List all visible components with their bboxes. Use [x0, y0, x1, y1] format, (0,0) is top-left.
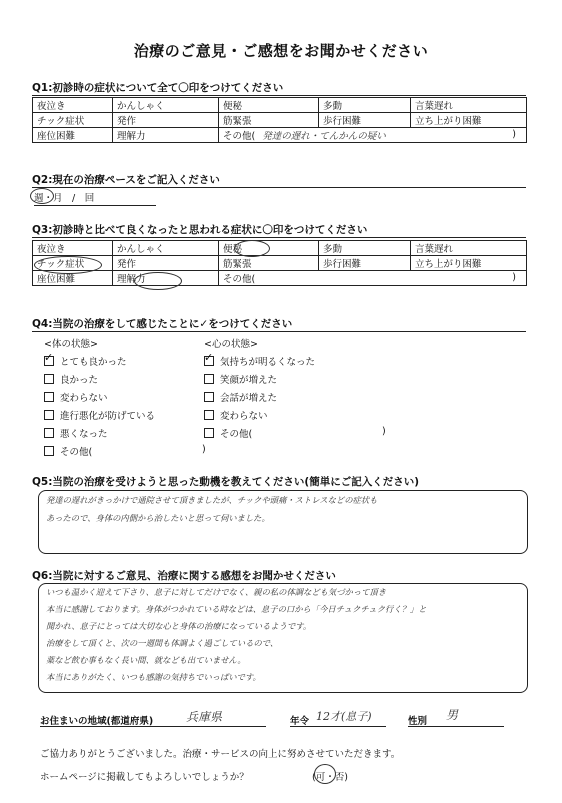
q4-body-option[interactable] [44, 426, 108, 440]
option-label: 悪くなった [60, 429, 108, 440]
q3-cell[interactable]: 便秘 [219, 241, 319, 256]
consent-close-paren: ) [344, 772, 348, 783]
checkbox[interactable] [204, 428, 214, 438]
table-row [33, 98, 527, 113]
q3-cell[interactable]: 座位困難 [33, 271, 113, 286]
q1-cell[interactable]: 夜泣き [33, 98, 113, 113]
consent-yes-circle [314, 764, 336, 784]
checkbox[interactable] [204, 410, 214, 420]
q4-heading: Q4:当院の治療をして感じたことに✓をつけてください [32, 318, 293, 330]
q1-other-label: その他( [223, 131, 256, 142]
checkbox[interactable] [204, 374, 214, 384]
q3-cell[interactable]: 理解力 [113, 271, 219, 286]
q4-underline [32, 331, 526, 332]
q5-line: あったので、身体の内側から治したいと思って伺いました。 [46, 513, 270, 523]
region-value[interactable]: 兵庫県 [186, 710, 223, 724]
q3-cell[interactable]: 夜泣き [33, 241, 113, 256]
q1-cell[interactable]: 便秘 [219, 98, 319, 113]
q4-body-option[interactable] [44, 408, 155, 422]
sex-label: 性別 [408, 716, 428, 727]
q6-line: 聞かれ、息子にとっては大切な心と身体の治療になっているようです。 [46, 621, 312, 631]
q6-line: 本当に感謝しております。身体がつかれている時などは、息子の口から「今日チュクチュク行く？」と [46, 604, 427, 614]
q1-cell[interactable]: 筋緊張 [219, 113, 319, 128]
q3-cell[interactable]: 発作 [113, 256, 219, 271]
q3-underline [32, 237, 526, 238]
q4-body-option[interactable] [44, 354, 127, 368]
q2-heading: Q2:現在の治療ペースをご記入ください [32, 174, 220, 186]
checkbox[interactable] [44, 392, 54, 402]
q2-answer[interactable]: 週・月 / 回 [34, 190, 156, 206]
q1-cell[interactable]: 立ち上がり困難 [411, 113, 527, 128]
q3-cell[interactable]: 歩行困難 [319, 256, 411, 271]
age-label: 年令 [290, 716, 310, 727]
q1-cell[interactable]: 座位困難 [33, 128, 113, 143]
q1-cell[interactable]: 理解力 [113, 128, 219, 143]
checkbox[interactable] [44, 446, 54, 456]
option-label: とても良かった [60, 357, 127, 368]
consent-yes[interactable]: 可 [315, 772, 326, 783]
consent-open-paren: ( [312, 772, 316, 783]
q3-cell[interactable]: 多動 [319, 241, 411, 256]
q3-cell[interactable]: チック症状 [33, 256, 113, 271]
q1-cell[interactable]: 多動 [319, 98, 411, 113]
thanks-text: ご協力ありがとうございました。治療・サービスの向上に努めさせていただきます。 [40, 749, 401, 760]
region-underline [40, 726, 266, 727]
q6-heading: Q6:当院に対するご意見、治療に関する感想をお聞かせください [32, 570, 336, 582]
table-row [33, 128, 527, 143]
q4-mind-option[interactable] [204, 390, 277, 404]
q4-body-option[interactable] [44, 390, 108, 404]
option-label: 変わらない [60, 393, 108, 404]
q1-cell[interactable]: 言葉遅れ [411, 98, 527, 113]
q3-circle-constipation [234, 240, 270, 257]
q3-circle-tic [34, 256, 102, 274]
q4-mind-title: <心の状態> [204, 339, 258, 350]
checkbox-checked[interactable] [44, 356, 54, 366]
option-label: その他( [60, 447, 93, 458]
q3-heading: Q3:初診時と比べて良くなったと思われる症状に〇印をつけてください [32, 224, 368, 236]
option-label: その他( [220, 429, 253, 440]
page-title: 治療のご意見・ご感想をお聞かせください [133, 42, 429, 60]
q1-cell[interactable]: かんしゃく [113, 98, 219, 113]
q1-symptom-table [32, 97, 527, 143]
q5-line: 発達の遅れがきっかけで通院させて頂きましたが、チックや頭痛・ストレスなどの症状も [46, 495, 378, 505]
q1-underline [32, 95, 526, 96]
checkbox[interactable] [44, 410, 54, 420]
q2-underline [32, 187, 526, 188]
checkbox[interactable] [44, 374, 54, 384]
q4-mind-option[interactable] [204, 408, 268, 422]
q4-body-option[interactable] [44, 444, 92, 458]
option-label: 進行悪化が防げている [60, 411, 156, 422]
q1-other-cell[interactable] [219, 128, 527, 143]
q5-heading: Q5:当院の治療を受けようと思った動機を教えてください(簡単にご記入ください) [32, 476, 420, 488]
q3-symptom-table [32, 240, 527, 286]
q1-cell[interactable]: 発作 [113, 113, 219, 128]
option-label: 笑顔が増えた [220, 375, 278, 386]
option-label: 良かった [60, 375, 99, 386]
sex-underline [408, 726, 504, 727]
table-row [33, 271, 527, 286]
q3-other-close: ) [512, 272, 516, 283]
q4-body-other-close: ) [202, 444, 206, 455]
q3-cell[interactable]: 立ち上がり困難 [411, 256, 527, 271]
option-label: 会話が増えた [220, 393, 278, 404]
q4-body-title: <体の状態> [44, 339, 98, 350]
q1-cell[interactable]: 歩行困難 [319, 113, 411, 128]
publish-question: ホームページに掲載してもよろしいでしょうか？ [40, 772, 249, 783]
q1-other-handwritten: 発達の遅れ・てんかんの疑い [262, 131, 386, 142]
table-row [33, 241, 527, 256]
checkbox[interactable] [204, 392, 214, 402]
q4-mind-option[interactable] [204, 354, 315, 368]
option-label: 気持ちが明るくなった [220, 357, 316, 368]
table-row [33, 113, 527, 128]
table-row [33, 256, 527, 271]
q1-heading: Q1:初診時の症状について全て〇印をつけてください [32, 82, 284, 94]
q6-line: 薬など飲む事もなく長い間、就なども出ていません。 [46, 655, 246, 665]
age-underline [290, 726, 386, 727]
q3-other-label: その他( [223, 274, 256, 285]
q6-line: 本当にありがたく、いつも感謝の気持ちでいっぱいです。 [46, 672, 261, 682]
checkbox[interactable] [44, 428, 54, 438]
region-label: お住まいの地域(都道府県) [40, 716, 154, 727]
q3-circle-understanding [134, 272, 182, 290]
q6-line: 治療をして頂くと、次の一週間も体調よく過ごしているので、 [46, 638, 279, 648]
checkbox-checked[interactable] [204, 356, 214, 366]
q2-week-circle [30, 188, 54, 204]
q3-other-cell[interactable] [219, 271, 527, 286]
q1-other-close: ) [512, 129, 516, 140]
q4-mind-option[interactable] [204, 372, 277, 386]
q4-mind-option[interactable] [204, 426, 252, 440]
q3-cell[interactable]: かんしゃく [113, 241, 219, 256]
q4-body-option[interactable] [44, 372, 98, 386]
consent-no[interactable]: 否 [334, 772, 345, 783]
option-label: 変わらない [220, 411, 268, 422]
q4-mind-other-close: ) [382, 426, 386, 437]
q3-cell[interactable]: 言葉遅れ [411, 241, 527, 256]
consent-options: (可・否) [312, 772, 348, 783]
q3-cell[interactable]: 筋緊張 [219, 256, 319, 271]
q6-line: いつも温かく迎えて下さり、息子に対してだけでなく、親の私の体調なども気づかって頂き [46, 587, 387, 597]
q1-cell[interactable]: チック症状 [33, 113, 113, 128]
age-value[interactable]: 12才(息子) [316, 710, 372, 723]
sex-value[interactable]: 男 [446, 708, 459, 722]
